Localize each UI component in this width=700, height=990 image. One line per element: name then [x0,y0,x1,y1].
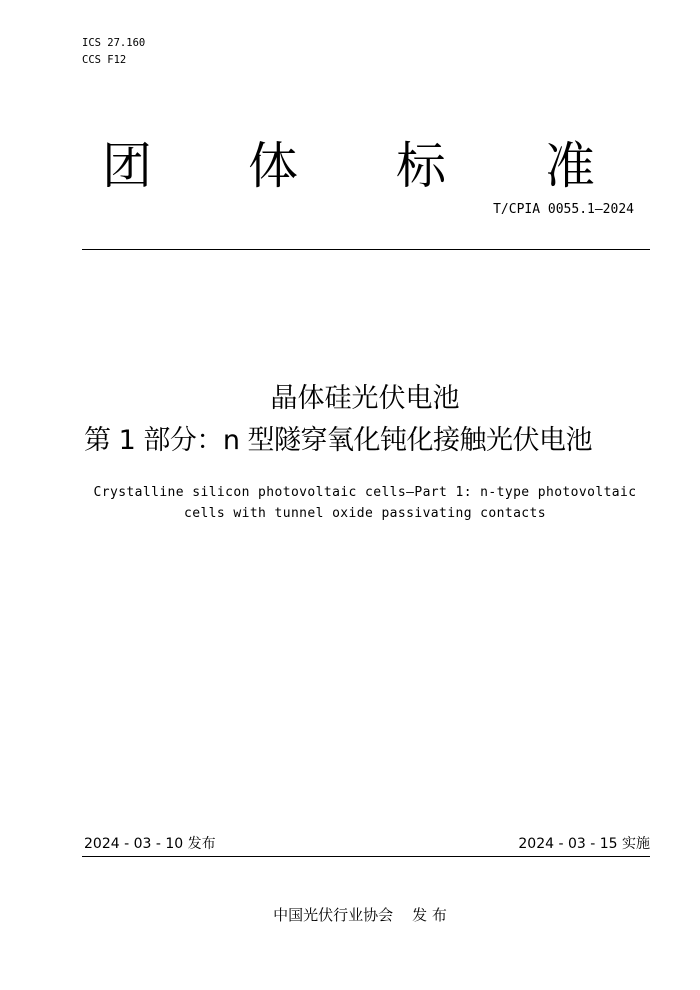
implementation-date: 2024 - 03 - 15 实施 [518,836,650,852]
ics-code: ICS 27.160 [82,37,146,49]
category-char-1: 团 [102,137,152,195]
category-char-3: 标 [396,137,446,195]
header-divider [82,249,650,250]
standard-number: T/CPIA 0055.1—2024 [493,202,634,217]
category-char-4: 准 [545,137,595,195]
category-char-2: 体 [248,137,298,195]
issue-date: 2024 - 03 - 10 发布 [84,836,216,852]
title-zh-main: 晶体硅光伏电池 [270,383,460,414]
title-zh-subtitle: 第 1 部分：n 型隧穿氧化钝化接触光伏电池 [84,425,593,456]
title-en-line-1: Crystalline silicon photovoltaic cells—Part 1: n-type photovoltaic [93,485,637,500]
ccs-code: CCS F12 [82,54,127,66]
publisher-line: 中国光伏行业协会 发 布 [273,906,447,924]
title-en-line-2: cells with tunnel oxide passivating contacts [184,506,546,521]
footer-divider [82,856,650,857]
